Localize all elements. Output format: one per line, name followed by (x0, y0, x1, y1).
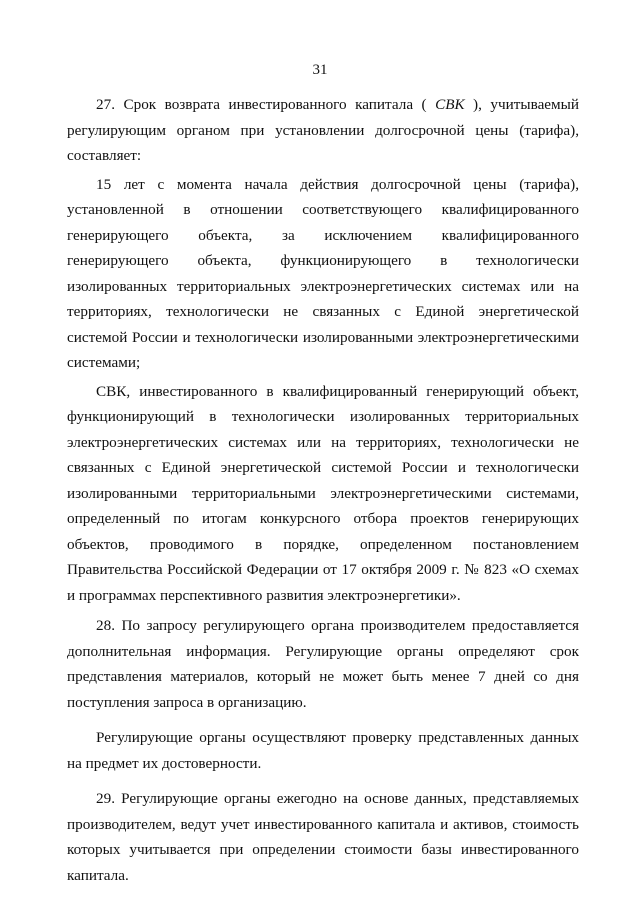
paragraph-27 (67, 92, 579, 169)
paragraph-27-item-1: 15 лет с момента начала действия долгосрочной цены (тарифа), установленной в отношении соответствующего квалифицированного генерирующего объекта, за исключением квалифицированного генерирующего объекта, функционирующего в технологически изолированных территориальных электроэнергетических системах или на территориях, технологически не связанных с Единой энергетической системой России и технологически изолированными электроэнергетическими системами; (67, 175, 579, 371)
paragraph-27-item-2: СВК, инвестированного в квалифицированный генерирующий объект, функционирующий в технологически изолированных территориальных электроэнергетических системах или на территориях, технологически не связанных с Единой энергетической системой России и технологически изолированными территориальными электроэнергетическими системами, определенный по итогам конкурсного отбора проектов генерирующих объектов, проводимого в порядке, определенном постановлением Правительства Российской Федерации от 17 октября 2009 г. № 823 «О схемах и программах перспективного развития электроэнергетики». (67, 382, 579, 604)
svk-symbol: СВК (435, 96, 465, 113)
paragraph-27-suffix: ), учитываемый регулирующим органом при установлении долгосрочной цены (тарифа), составляет: (67, 96, 579, 164)
paragraph-27-prefix: 27. Срок возврата инвестированного капитала ( (96, 96, 436, 113)
document-body (67, 92, 579, 888)
paragraph-28: 28. По запросу регулирующего органа производителем предоставляется дополнительная информация. Регулирующие органы определяют срок представления материалов, который не может быть менее 7 дней со дня поступления запроса в организацию. (67, 617, 579, 711)
page-number: 31 (312, 62, 328, 78)
paragraph-28-check: Регулирующие органы осуществляют проверку представленных данных на предмет их достоверности. (67, 729, 579, 772)
paragraph-29: 29. Регулирующие органы ежегодно на основе данных, представляемых производителем, ведут учет инвестированного капитала и активов, стоимость которых учитывается при определении стоимости базы инвестированного капитала. (67, 790, 579, 884)
